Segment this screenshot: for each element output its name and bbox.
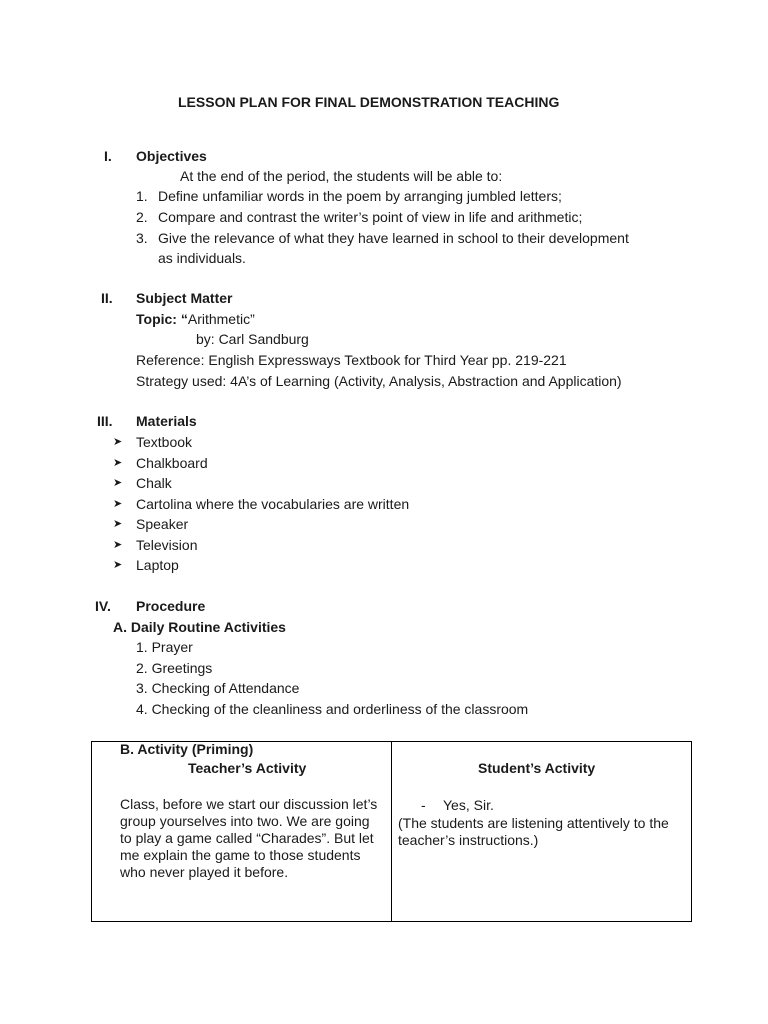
routine-subheading: A. Daily Routine Activities — [113, 619, 286, 635]
materials-heading: Materials — [136, 413, 197, 429]
topic-open-quote: “ — [180, 311, 188, 327]
teacher-activity-header: Teacher’s Activity — [188, 760, 307, 776]
material-label: Chalk — [136, 475, 172, 491]
topic-line — [136, 309, 255, 329]
activity-table — [91, 741, 692, 922]
routine-item: 4. Checking of the cleanliness and orderliness of the classroom — [136, 701, 529, 717]
arrow-bullet-icon: ➤ — [113, 436, 123, 448]
objective-text: Compare and contrast the writer’s point of view in life and arithmetic; — [158, 209, 583, 225]
arrow-bullet-icon: ➤ — [113, 518, 123, 530]
teacher-activity-cell — [92, 742, 392, 922]
objectives-numeral: I. — [104, 148, 112, 164]
arrow-bullet-icon: ➤ — [113, 539, 123, 551]
objective-text: Give the relevance of what they have learned in school to their development — [158, 230, 629, 246]
student-reply: Yes, Sir. — [443, 797, 494, 813]
material-label: Chalkboard — [136, 455, 208, 471]
material-label: Cartolina where the vocabularies are written — [136, 496, 410, 512]
topic-label: Topic: — [136, 311, 177, 327]
objective-number: 2. — [136, 209, 148, 225]
objective-number: 3. — [136, 230, 148, 246]
routine-item: 1. Prayer — [136, 639, 193, 655]
objectives-intro: At the end of the period, the students will be able to: — [180, 168, 503, 184]
material-label: Textbook — [136, 434, 193, 450]
student-note: (The students are listening attentively to the teacher’s instructions.) — [398, 815, 669, 848]
procedure-heading: Procedure — [136, 598, 206, 614]
objective-text: Define unfamiliar words in the poem by arranging jumbled letters; — [158, 188, 562, 204]
strategy-line: Strategy used: 4A’s of Learning (Activity, Analysis, Abstraction and Application) — [136, 373, 622, 389]
material-label: Television — [136, 537, 198, 553]
objective-text-continued: as individuals. — [158, 250, 246, 266]
student-activity-header: Student’s Activity — [478, 760, 596, 776]
materials-numeral: III. — [97, 413, 113, 429]
objective-number: 1. — [136, 188, 148, 204]
arrow-bullet-icon: ➤ — [113, 498, 123, 510]
page-title: LESSON PLAN FOR FINAL DEMONSTRATION TEACHING — [178, 94, 560, 110]
topic-author: by: Carl Sandburg — [196, 331, 309, 347]
arrow-bullet-icon: ➤ — [113, 559, 123, 571]
routine-item: 2. Greetings — [136, 660, 213, 676]
teacher-activity-text: Class, before we start our discussion let’s group yourselves into two. We are going to play a game called “Charades”. But let me explain the game to those students who never played it before. — [120, 796, 378, 880]
arrow-bullet-icon: ➤ — [113, 457, 123, 469]
material-label: Speaker — [136, 516, 189, 532]
subject-matter-heading: Subject Matter — [136, 290, 233, 306]
routine-item: 3. Checking of Attendance — [136, 680, 300, 696]
arrow-bullet-icon: ➤ — [113, 477, 123, 489]
subject-matter-numeral: II. — [101, 290, 113, 306]
student-activity-cell — [392, 742, 692, 922]
reference-line: Reference: English Expressways Textbook for Third Year pp. 219-221 — [136, 352, 567, 368]
material-label: Laptop — [136, 557, 179, 573]
activity-section-label: B. Activity (Priming) — [120, 741, 254, 757]
procedure-numeral: IV. — [95, 598, 111, 614]
topic-value: Arithmetic” — [187, 311, 255, 327]
objectives-heading: Objectives — [136, 148, 207, 164]
student-reply-dash: - — [421, 797, 426, 813]
